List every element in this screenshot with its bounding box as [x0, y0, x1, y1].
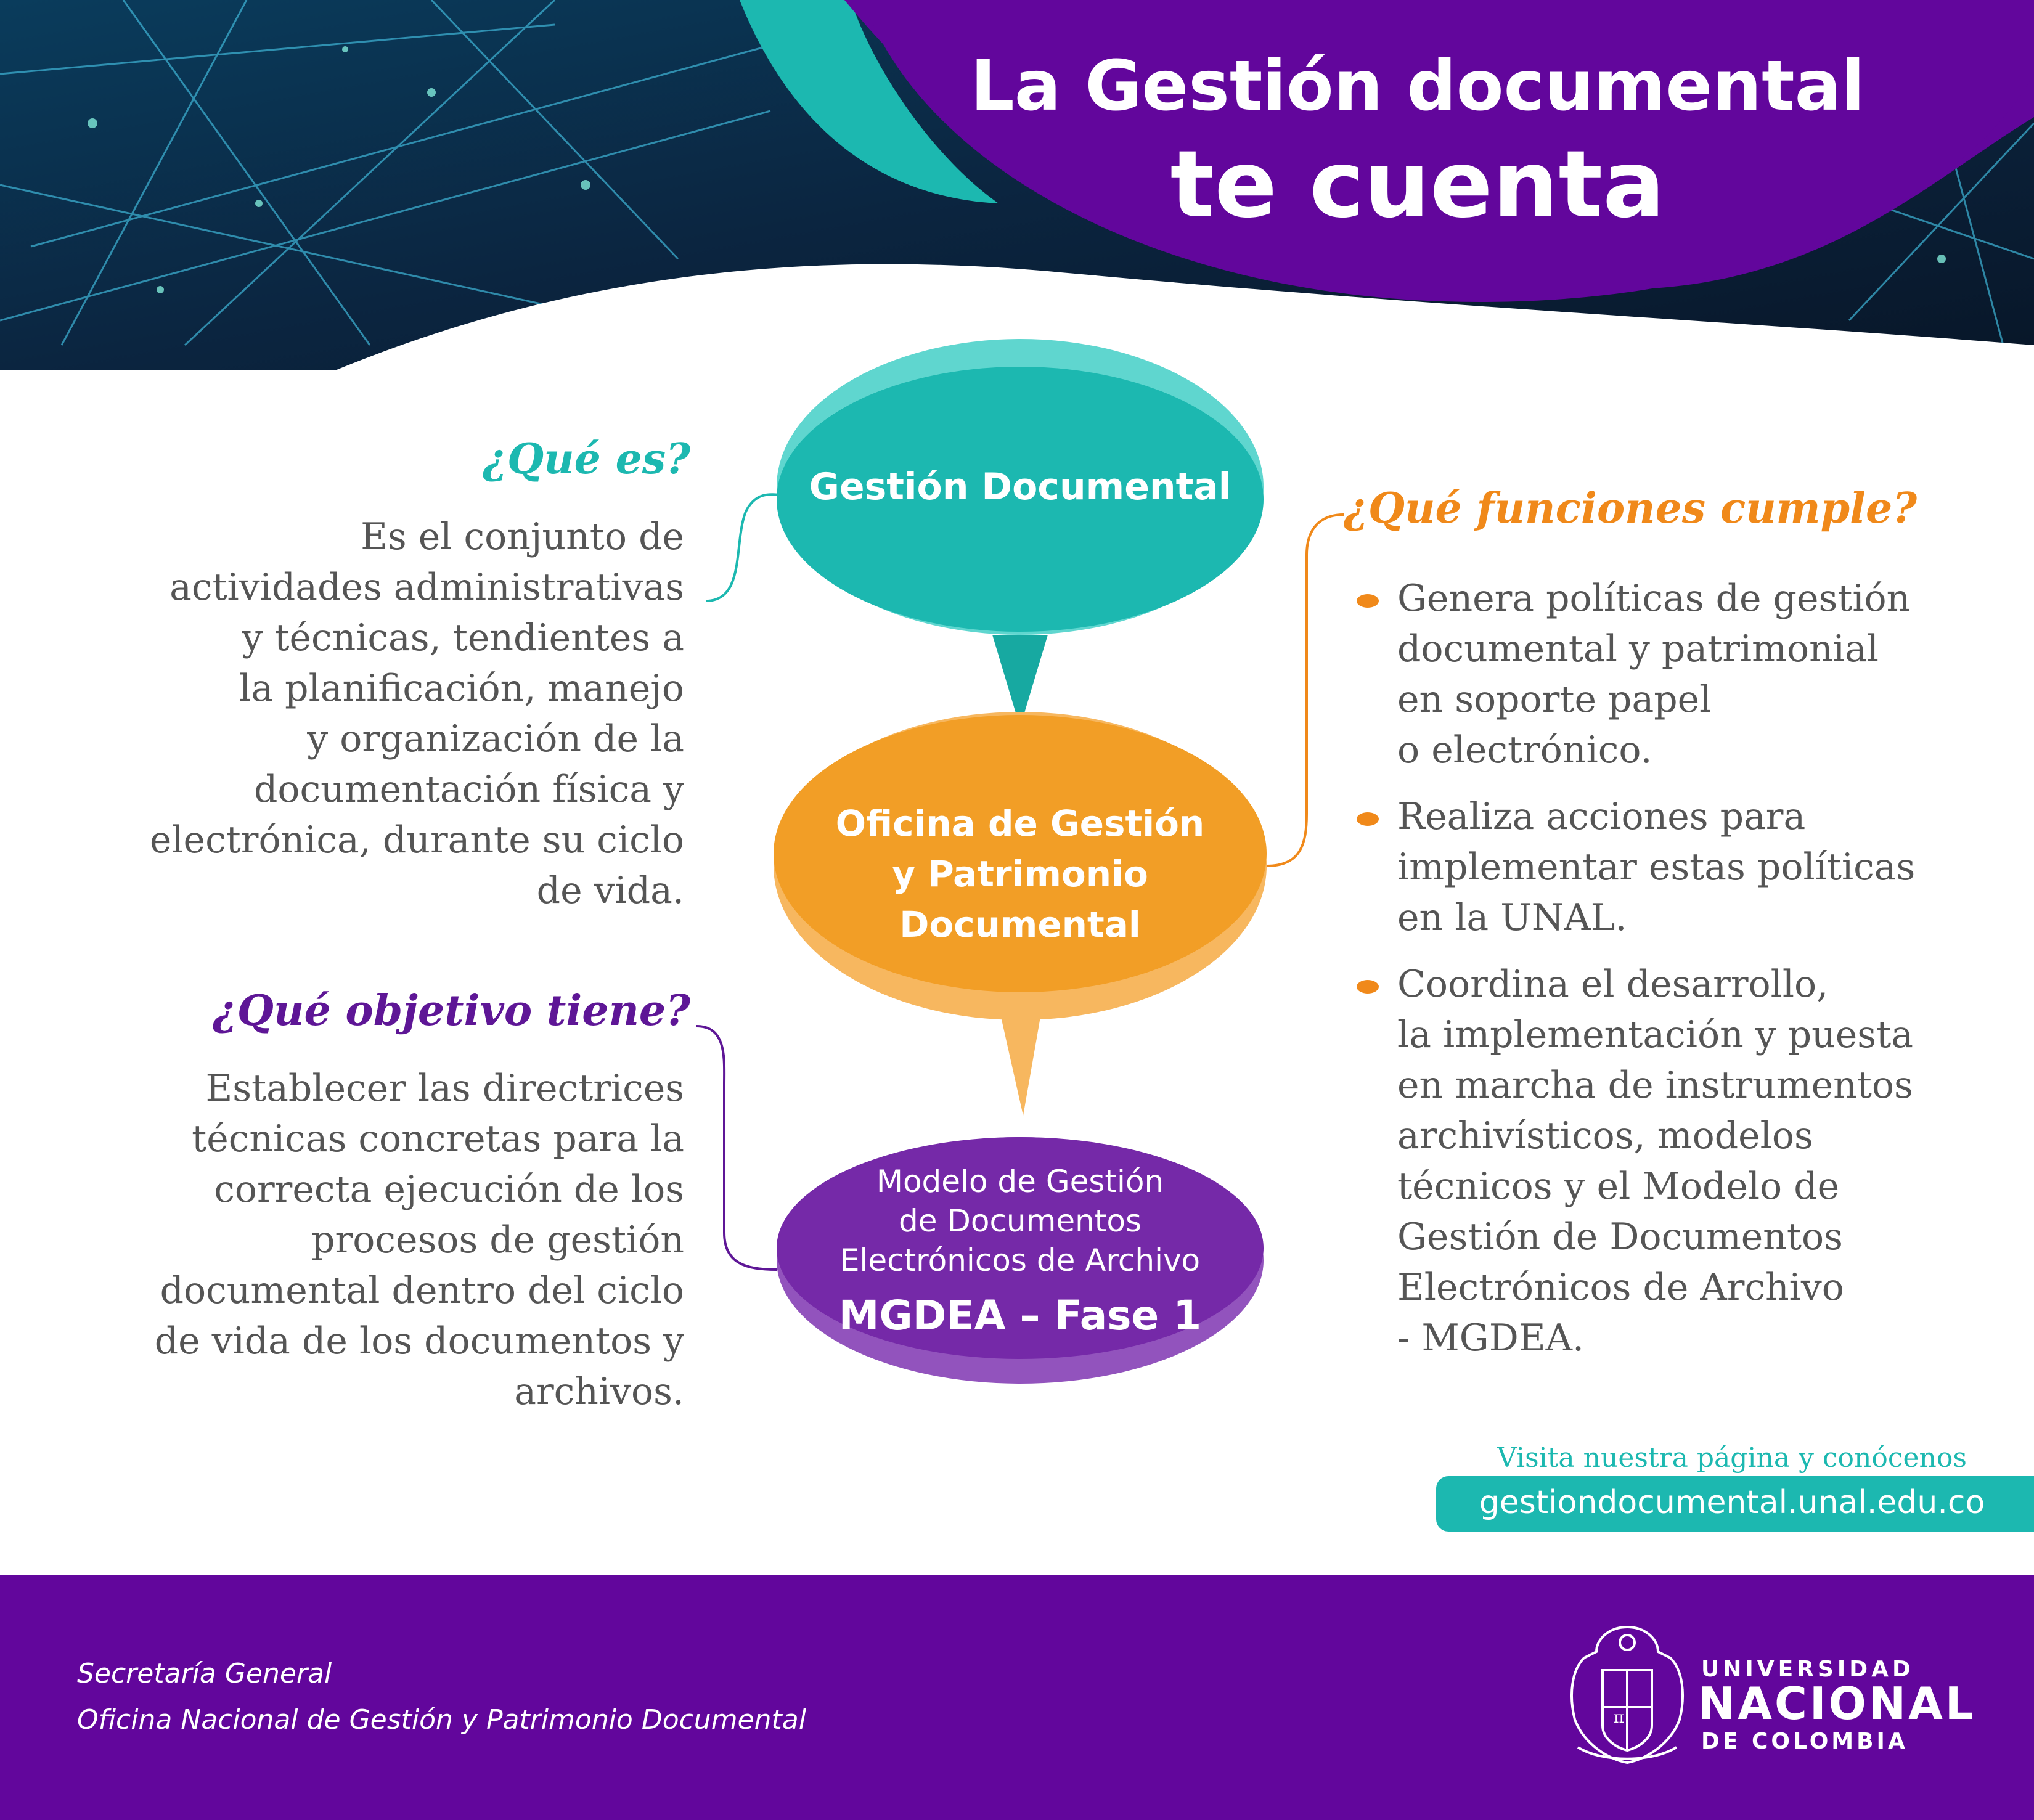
que-es-line: actividades administrativas [170, 566, 684, 609]
bullet-line: Electrónicos de Archivo [1397, 1266, 1844, 1309]
que-es-line: y organización de la [307, 717, 684, 761]
bullet-line: o electrónico. [1397, 728, 1652, 772]
objetivo-line: documental dentro del ciclo [160, 1269, 684, 1312]
visit-text: Visita nuestra página y conócenos [1497, 1442, 1967, 1474]
university-crest-icon [1559, 1615, 1695, 1769]
list-item [1353, 959, 2012, 1363]
objetivo-line: procesos de gestión [311, 1218, 684, 1262]
bullet-line: archivísticos, modelos [1397, 1114, 1813, 1157]
node-oficina-label [774, 798, 1267, 950]
que-es-heading: ¿Qué es? [483, 435, 690, 484]
node-oficina-line: Documental [899, 904, 1141, 945]
node-mgdea-bold-label: MGDEA – Fase 1 [838, 1292, 1202, 1339]
funciones-heading: ¿Qué funciones cumple? [1344, 484, 1918, 533]
que-es-line: documentación física y [253, 768, 684, 811]
bullet-line: la implementación y puesta [1397, 1013, 1913, 1056]
bullet-line: implementar estas políticas [1397, 846, 1916, 889]
node-oficina-line: y Patrimonio [892, 853, 1148, 895]
bullet-line: Realiza acciones para [1397, 795, 1806, 838]
page-title-line1: La Gestión documental [970, 46, 1865, 126]
logo-nacional: NACIONAL [1698, 1678, 1976, 1729]
node-mgdea-label [774, 1162, 1267, 1280]
bullet-line: - MGDEA. [1397, 1316, 1585, 1360]
node-gestion-documental-label: Gestión Documental [809, 465, 1231, 508]
que-es-line: Es el conjunto de [361, 515, 684, 558]
website-link[interactable]: gestiondocumental.unal.edu.co [1479, 1484, 1985, 1521]
objetivo-heading: ¿Qué objetivo tiene? [212, 986, 690, 1035]
objetivo-line: de vida de los documentos y [154, 1320, 684, 1363]
que-es-line: electrónica, durante su ciclo [149, 818, 684, 862]
node-oficina-line: Oficina de Gestión [835, 802, 1205, 844]
footer-oficina: Oficina Nacional de Gestión y Patrimonio Documental [77, 1704, 806, 1736]
objetivo-line: técnicas concretas para la [192, 1117, 684, 1161]
logo-universidad: UNIVERSIDAD [1701, 1657, 1914, 1682]
bullet-line: técnicos y el Modelo de [1397, 1165, 1840, 1208]
node-mgdea-line: Modelo de Gestión [876, 1164, 1164, 1199]
svg-text:π: π [1614, 1708, 1625, 1727]
list-item [1353, 573, 2012, 775]
que-es-text [92, 512, 684, 916]
list-item [1353, 791, 2012, 943]
objetivo-line: archivos. [514, 1370, 684, 1413]
que-es-line: de vida. [536, 869, 684, 912]
bullet-line: en soporte papel [1397, 678, 1712, 721]
page-title-line2: te cuenta [1170, 131, 1665, 239]
bullet-line: documental y patrimonial [1397, 627, 1879, 671]
bullet-line: en la UNAL. [1397, 896, 1627, 939]
footer-secretaria: Secretaría General [77, 1658, 332, 1689]
bullet-line: Genera políticas de gestión [1397, 577, 1911, 620]
node-mgdea-line: de Documentos [898, 1203, 1142, 1239]
que-es-line: la planificación, manejo [239, 667, 684, 710]
funciones-list [1353, 573, 2012, 1379]
node-mgdea-line: Electrónicos de Archivo [839, 1243, 1201, 1278]
que-es-line: y técnicas, tendientes a [242, 616, 684, 659]
logo-de-colombia: DE COLOMBIA [1701, 1729, 1908, 1754]
bullet-dot-icon [1357, 812, 1379, 826]
bullet-line: Gestión de Documentos [1397, 1215, 1843, 1259]
objetivo-text [86, 1063, 684, 1417]
bullet-dot-icon [1357, 980, 1379, 994]
bullet-line: en marcha de instrumentos [1397, 1064, 1913, 1107]
bullet-dot-icon [1357, 594, 1379, 608]
objetivo-line: correcta ejecución de los [214, 1168, 684, 1211]
bullet-line: Coordina el desarrollo, [1397, 963, 1829, 1006]
objetivo-line: Establecer las directrices [205, 1067, 684, 1110]
